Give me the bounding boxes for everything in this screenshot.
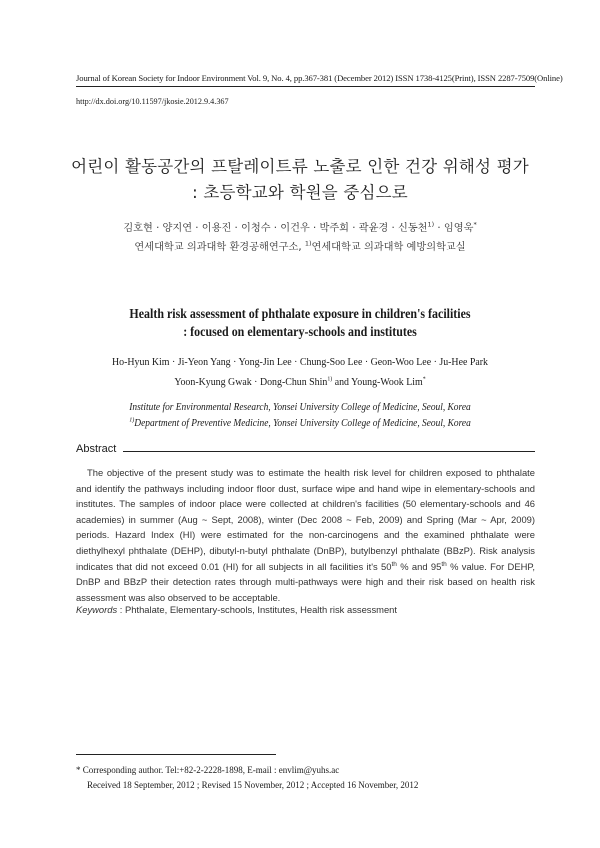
abstract-heading: Abstract bbox=[76, 443, 117, 455]
korean-title-line2: : 초등학교와 학원을 중심으로 bbox=[192, 183, 408, 202]
english-title-line1: Health risk assessment of phthalate exposure in children's facilities bbox=[129, 306, 471, 321]
institute-line2-text: Department of Preventive Medicine, Yonsei University College of Medicine, Seoul, Korea bbox=[134, 418, 471, 429]
keywords-line bbox=[76, 604, 397, 615]
affiliation-marker: 1) bbox=[427, 220, 435, 229]
corresponding-marker: * bbox=[422, 375, 426, 383]
affiliation-marker: 1) bbox=[304, 239, 312, 248]
institute-line2 bbox=[18, 418, 582, 429]
korean-affil-rest: 연세대학교 의과대학 예방의학교실 bbox=[311, 242, 466, 253]
english-authors-main: Yoon-Kyung Gwak · Dong-Chun Shin bbox=[174, 376, 328, 388]
keywords-separator: : bbox=[117, 604, 125, 615]
journal-citation: Journal of Korean Society for Indoor Environment Vol. 9, No. 4, pp.367-381 (December 2012) ISSN 1738-4125(Print), ISSN 2287-7509(Online) bbox=[76, 73, 563, 83]
ordinal-suffix: th bbox=[391, 560, 397, 568]
english-title-line2: : focused on elementary-schools and institutes bbox=[183, 324, 417, 339]
institute-line1: Institute for Environmental Research, Yonsei University College of Medicine, Seoul, Korea bbox=[129, 402, 471, 413]
header-divider bbox=[76, 86, 535, 87]
korean-affil-main: 연세대학교 의과대학 환경공해연구소, bbox=[134, 242, 305, 253]
ordinal-suffix: th bbox=[441, 560, 447, 568]
keywords-text: Phthalate, Elementary-schools, Institutes, Health risk assessment bbox=[125, 604, 397, 615]
abstract-text bbox=[76, 465, 535, 605]
abstract-text-part3: % value. For DEHP, DnBP and BBzP their detection rates through multi-pathways were high and their risk based on health risk assessment was also observed to be acceptable. bbox=[76, 560, 535, 603]
affiliation-marker: 1) bbox=[327, 375, 333, 383]
korean-authors-main: 김호현 · 양지연 · 이용진 · 이청수 · 이건우 · 박주희 · 곽윤경 · 신동천 bbox=[123, 223, 428, 234]
korean-title-line1: 어린이 활동공간의 프탈레이트류 노출로 인한 건강 위해성 평가 bbox=[71, 157, 529, 176]
korean-authors bbox=[0, 219, 600, 234]
english-authors-rest: and Young-Wook Lim bbox=[332, 376, 423, 388]
abstract-divider bbox=[123, 451, 535, 452]
abstract-text-part1: The objective of the present study was to estimate the health risk level for children exposed to phthalate and identify the pathways including indoor floor dust, surface wipe and hand wipe in elementary-schools and institutes. The samples of indoor place were collected at children's facilities (50 elementary-schools and 46 academies) in summer (Aug ~ Sept, 2008), winter (Dec 2008 ~ Feb, 2009) and Spring (Mar ~ Apr, 2009) periods. Hazard Index (HI) were estimated for the non-carcinogens and the examined phthalate were diethylhexyl phthalate (DEHP), dibutyl-n-butyl phthalate (DnBP), butylbenzyl phthalate (BBzP). Risk analysis indicates that did not exceed 0.01 (HI) for all subjects in all facilities it's 50 bbox=[76, 467, 535, 572]
submission-dates: Received 18 September, 2012 ; Revised 15 November, 2012 ; Accepted 16 November, 2012 bbox=[87, 780, 419, 790]
doi-link[interactable]: http://dx.doi.org/10.11597/jkosie.2012.9.4.367 bbox=[76, 97, 229, 106]
korean-authors-rest: · 임영욱 bbox=[434, 223, 474, 234]
english-authors-line2 bbox=[30, 376, 570, 388]
footnote-divider bbox=[76, 754, 276, 755]
keywords-label: Keywords bbox=[76, 604, 118, 615]
korean-affiliations bbox=[0, 238, 600, 253]
corresponding-marker: * bbox=[473, 220, 477, 229]
abstract-text-part2: % and 95 bbox=[396, 560, 442, 572]
affiliation-marker: 1) bbox=[129, 416, 135, 424]
english-authors-line1: Ho-Hyun Kim · Ji-Yeon Yang · Yong-Jin Lee · Chung-Soo Lee · Geon-Woo Lee · Ju-Hee Park bbox=[111, 356, 489, 368]
corresponding-author-note: * Corresponding author. Tel:+82-2-2228-1898, E-mail : envlim@yuhs.ac bbox=[76, 765, 340, 775]
